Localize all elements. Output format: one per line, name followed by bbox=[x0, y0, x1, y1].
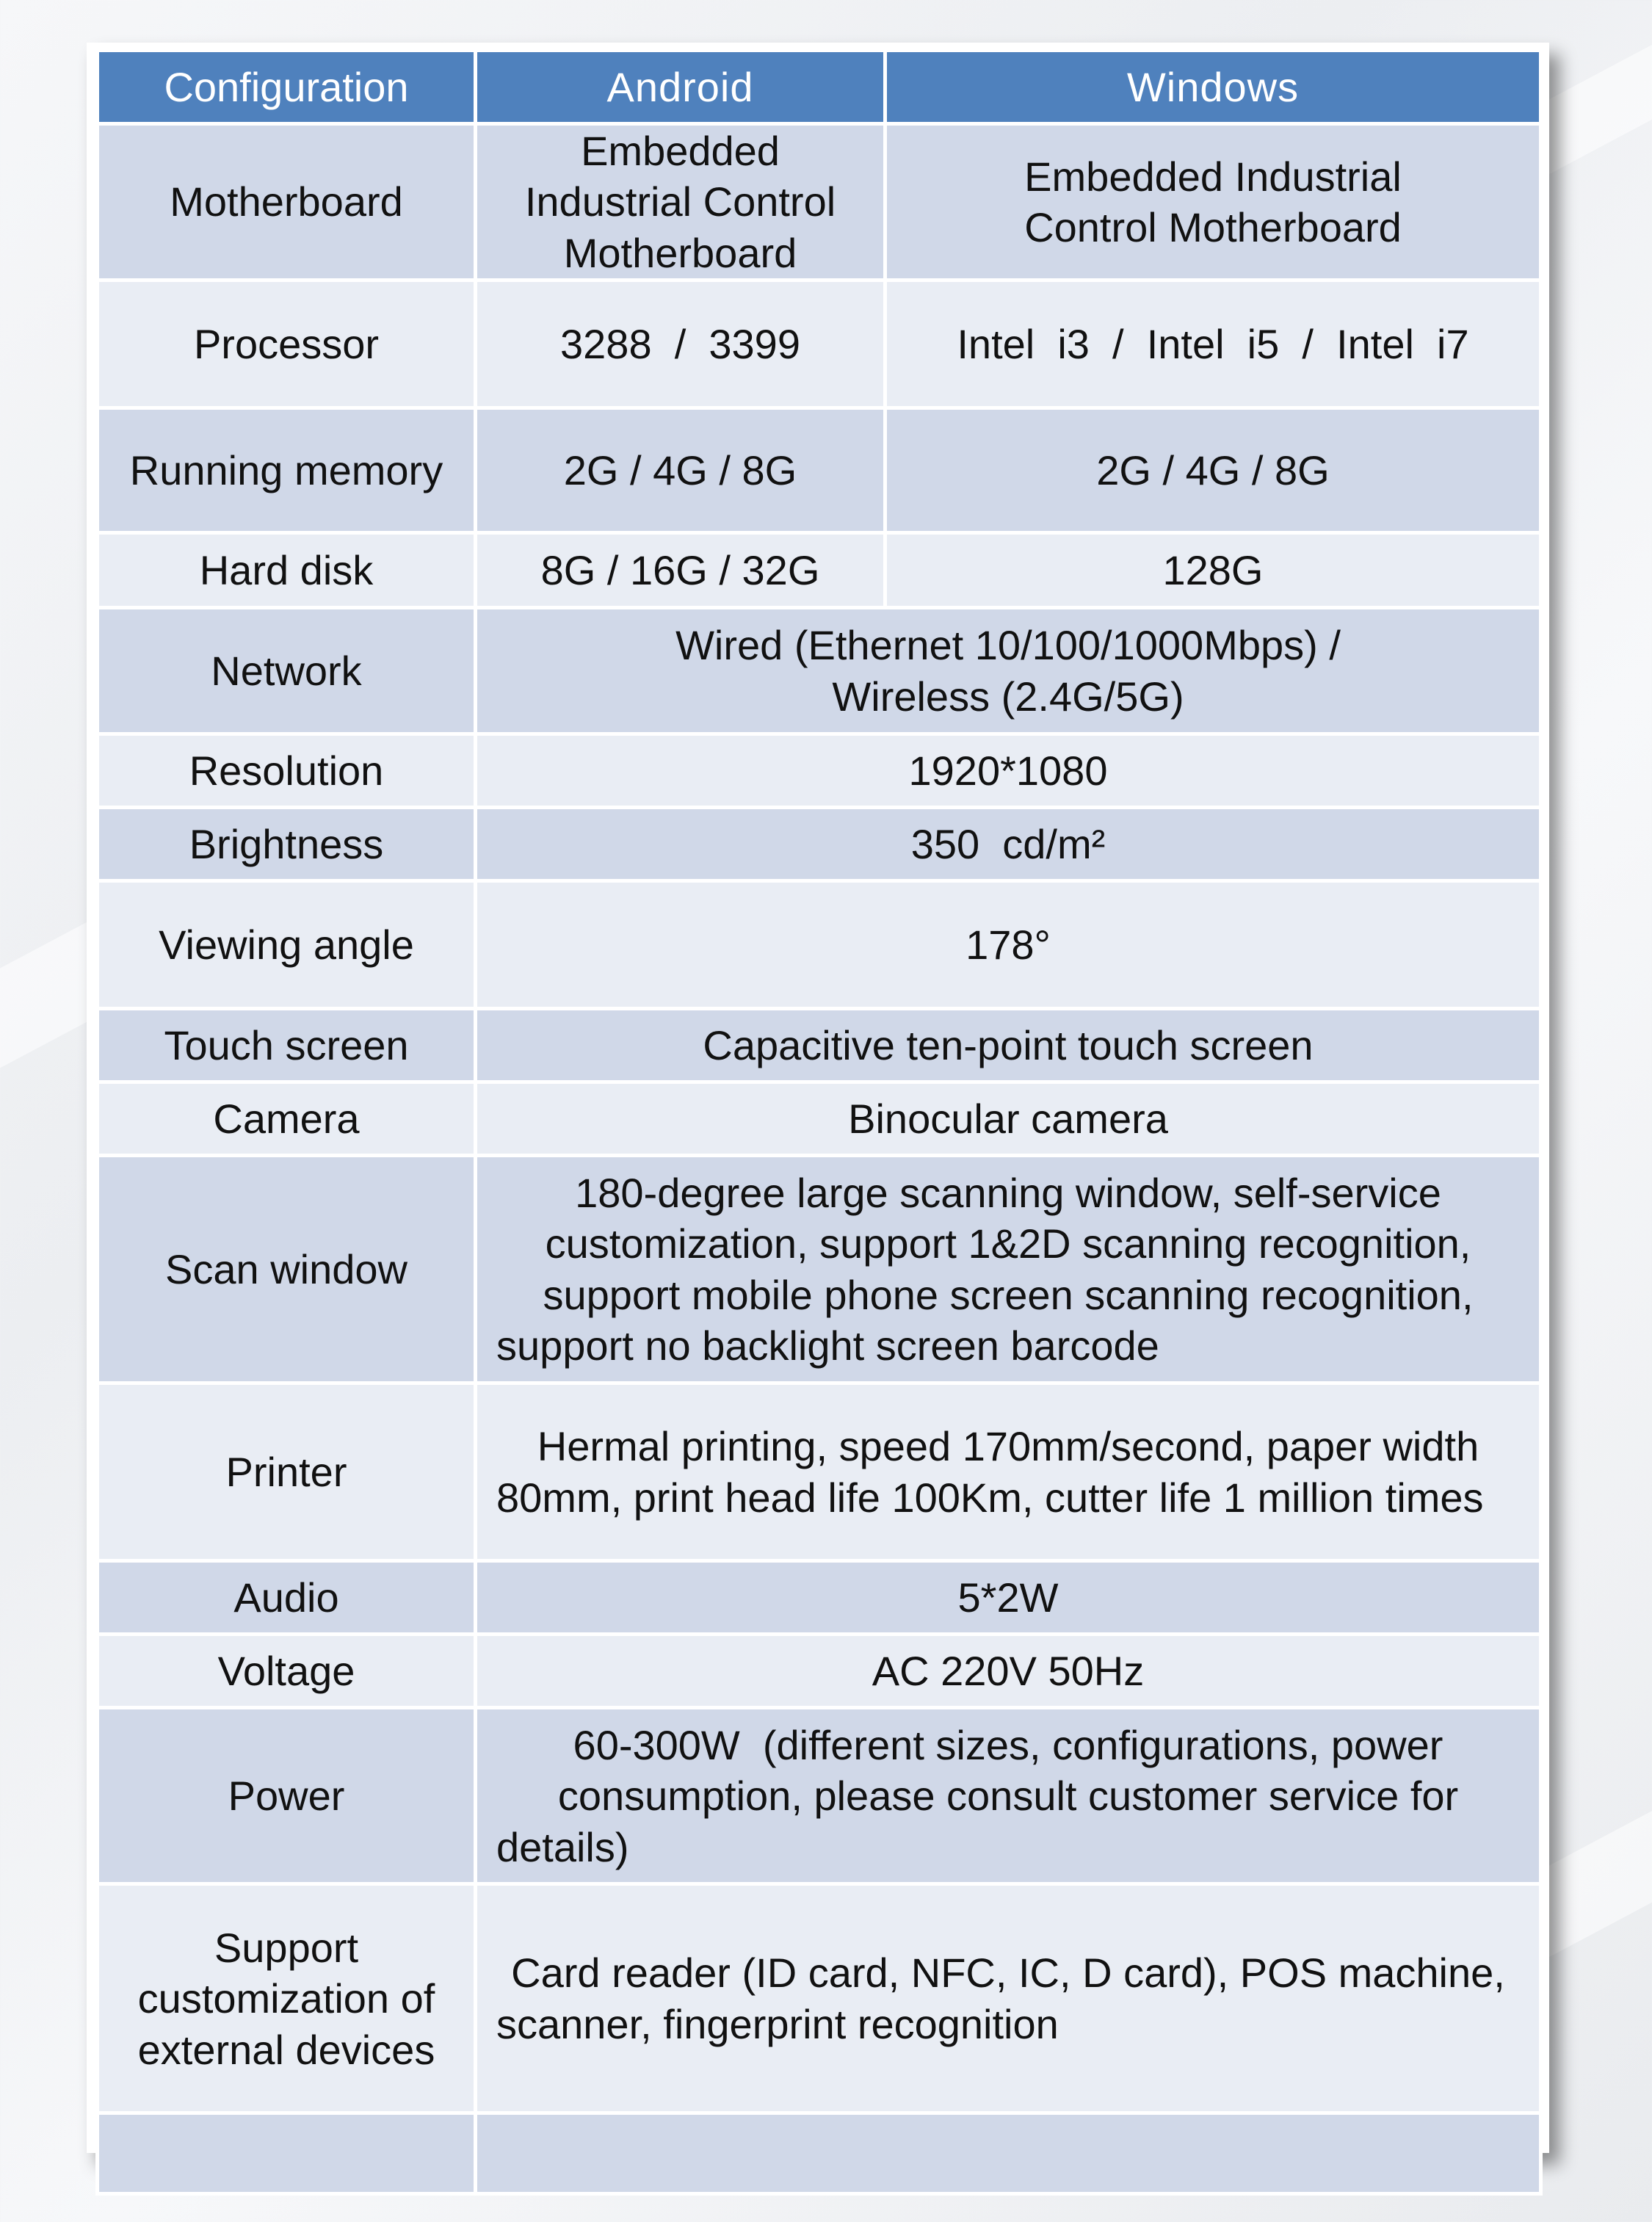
android-motherboard: Embedded Industrial Control Motherboard bbox=[476, 124, 885, 281]
row-camera bbox=[98, 1082, 1541, 1156]
row-audio bbox=[98, 1561, 1541, 1635]
label-motherboard: Motherboard bbox=[98, 124, 476, 281]
windows-motherboard: Embedded Industrial Control Motherboard bbox=[885, 124, 1541, 281]
header-row bbox=[98, 51, 1541, 124]
header-android: Android bbox=[476, 51, 885, 124]
row-hard-disk bbox=[98, 533, 1541, 608]
value-external-devices: Card reader (ID card, NFC, IC, D card), POS machine, scanner, fingerprint recognition bbox=[476, 1884, 1541, 2113]
empty-cell bbox=[98, 2113, 476, 2194]
android-running-memory: 2G / 4G / 8G bbox=[476, 408, 885, 533]
label-printer: Printer bbox=[98, 1383, 476, 1561]
row-printer bbox=[98, 1383, 1541, 1561]
row-external-devices bbox=[98, 1884, 1541, 2113]
row-touch-screen bbox=[98, 1009, 1541, 1082]
label-resolution: Resolution bbox=[98, 734, 476, 808]
windows-hard-disk: 128G bbox=[885, 533, 1541, 608]
label-power: Power bbox=[98, 1708, 476, 1884]
label-hard-disk: Hard disk bbox=[98, 533, 476, 608]
row-processor bbox=[98, 281, 1541, 408]
value-voltage: AC 220V 50Hz bbox=[476, 1635, 1541, 1708]
value-brightness: 350 cd/m² bbox=[476, 808, 1541, 881]
row-running-memory bbox=[98, 408, 1541, 533]
label-running-memory: Running memory bbox=[98, 408, 476, 533]
value-power: 60-300W (different sizes, configurations, power consumption, please consult customer service for details) bbox=[476, 1708, 1541, 1884]
windows-processor: Intel i3 / Intel i5 / Intel i7 bbox=[885, 281, 1541, 408]
label-voltage: Voltage bbox=[98, 1635, 476, 1708]
row-network bbox=[98, 608, 1541, 734]
value-network bbox=[476, 608, 1541, 734]
row-resolution bbox=[98, 734, 1541, 808]
value-resolution: 1920*1080 bbox=[476, 734, 1541, 808]
value-audio: 5*2W bbox=[476, 1561, 1541, 1635]
value-camera: Binocular camera bbox=[476, 1082, 1541, 1156]
spec-table bbox=[95, 48, 1543, 2196]
label-audio: Audio bbox=[98, 1561, 476, 1635]
label-viewing-angle: Viewing angle bbox=[98, 881, 476, 1009]
label-processor: Processor bbox=[98, 281, 476, 408]
row-empty bbox=[98, 2113, 1541, 2194]
row-power bbox=[98, 1708, 1541, 1884]
value-viewing-angle: 178° bbox=[476, 881, 1541, 1009]
row-brightness bbox=[98, 808, 1541, 881]
network-text: Wired (Ethernet 10/100/1000Mbps) / Wireless (2.4G/5G) bbox=[675, 622, 1341, 720]
windows-running-memory: 2G / 4G / 8G bbox=[885, 408, 1541, 533]
header-windows: Windows bbox=[885, 51, 1541, 124]
label-scan-window: Scan window bbox=[98, 1156, 476, 1383]
value-printer: Hermal printing, speed 170mm/second, paper width 80mm, print head life 100Km, cutter life 1 million times bbox=[476, 1383, 1541, 1561]
label-touch-screen: Touch screen bbox=[98, 1009, 476, 1082]
row-scan-window bbox=[98, 1156, 1541, 1383]
row-motherboard bbox=[98, 124, 1541, 281]
header-configuration: Configuration bbox=[98, 51, 476, 124]
value-scan-window: 180-degree large scanning window, self-service customization, support 1&2D scanning recognition, support mobile phone screen scanning recognition, support no backlight screen barcode bbox=[476, 1156, 1541, 1383]
label-camera: Camera bbox=[98, 1082, 476, 1156]
row-viewing-angle bbox=[98, 881, 1541, 1009]
android-hard-disk: 8G / 16G / 32G bbox=[476, 533, 885, 608]
empty-cell bbox=[476, 2113, 1541, 2194]
label-network: Network bbox=[98, 608, 476, 734]
label-external-devices: Support customization of external devices bbox=[98, 1884, 476, 2113]
row-voltage bbox=[98, 1635, 1541, 1708]
value-touch-screen: Capacitive ten-point touch screen bbox=[476, 1009, 1541, 1082]
label-brightness: Brightness bbox=[98, 808, 476, 881]
android-processor: 3288 / 3399 bbox=[476, 281, 885, 408]
